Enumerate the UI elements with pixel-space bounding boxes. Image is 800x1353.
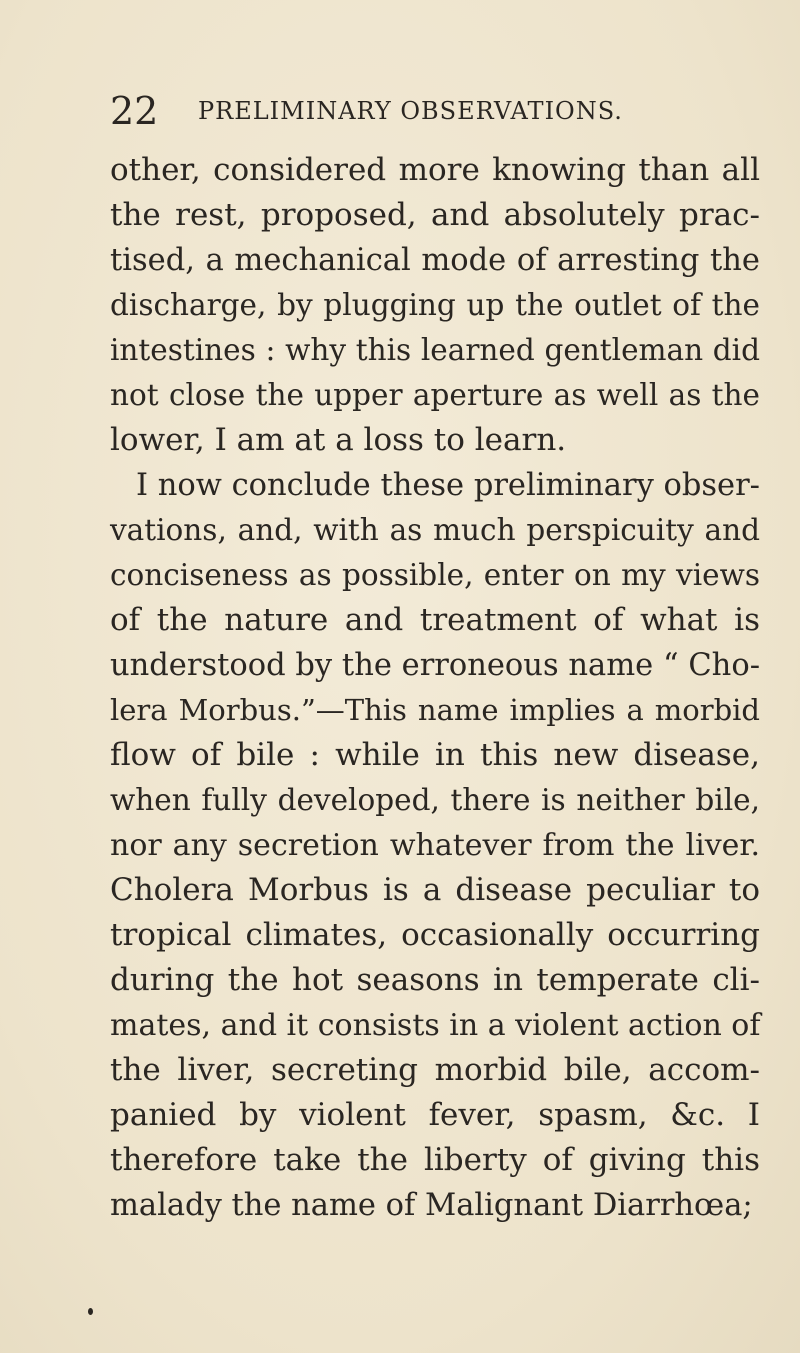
text-line: the liver, secreting morbid bile, accom- (110, 1052, 760, 1088)
text-line: tropical climates, occasionally occurring (110, 917, 760, 953)
text-line: panied by violent fever, spasm, &c. I (110, 1097, 760, 1133)
text-line: the rest, proposed, and absolutely prac- (110, 197, 760, 233)
running-head: PRELIMINARY OBSERVATIONS. (198, 97, 623, 125)
text-line: when fully developed, there is neither bile, (110, 783, 760, 817)
text-line: intestines : why this learned gentleman did (110, 333, 760, 367)
text-line: tised, a mechanical mode of arresting the (110, 243, 760, 278)
text-line: nor any secretion whatever from the liver. (110, 828, 760, 863)
text-line: therefore take the liberty of giving this (110, 1142, 760, 1178)
text-line: flow of bile : while in this new disease, (110, 737, 760, 773)
text-line: I now conclude these preliminary obser- (136, 468, 760, 503)
text-line: of the nature and treatment of what is (110, 602, 760, 638)
ink-speck (88, 1308, 93, 1315)
page-number: 22 (110, 89, 159, 133)
text-line: conciseness as possible, enter on my views (110, 558, 760, 592)
text-line: lower, I am at a loss to learn. (110, 422, 567, 458)
body-text (110, 148, 760, 1228)
text-line: understood by the erroneous name “ Cho- (110, 648, 760, 683)
text-line: malady the name of Malignant Diarrhœa; (110, 1188, 753, 1223)
page-header (110, 86, 750, 136)
text-line: vations, and, with as much perspicuity and (110, 513, 760, 547)
text-line: mates, and it consists in a violent action of (110, 1008, 761, 1043)
text-line: discharge, by plugging up the outlet of the (110, 288, 760, 322)
text-line: lera Morbus.”—This name implies a morbid (110, 693, 760, 727)
text-line: during the hot seasons in temperate cli- (110, 962, 760, 998)
text-line: Cholera Morbus is a disease peculiar to (110, 872, 760, 908)
text-line: not close the upper aperture as well as the (110, 378, 760, 412)
text-line: other, considered more knowing than all (110, 152, 760, 188)
